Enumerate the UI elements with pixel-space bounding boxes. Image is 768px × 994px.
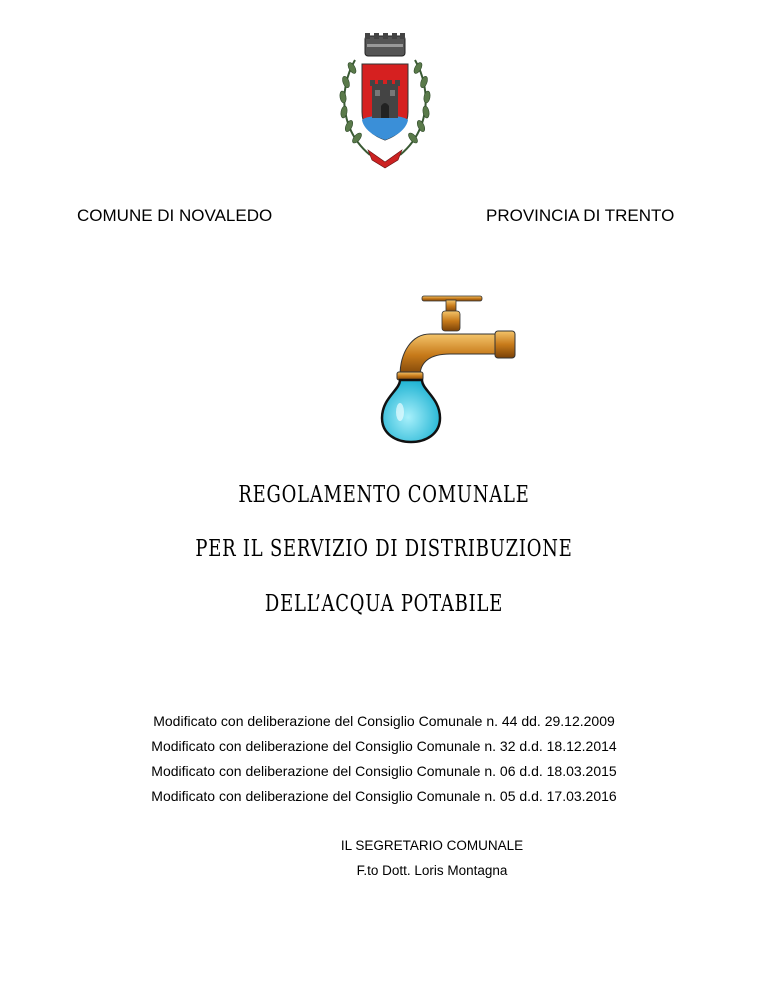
water-tap-icon (370, 294, 520, 444)
signature-role: IL SEGRETARIO COMUNALE (340, 838, 524, 853)
modification-note: Modificato con deliberazione del Consiglio Comunale n. 44 dd. 29.12.2009 (153, 713, 615, 729)
crown-icon (365, 33, 405, 56)
header-provincia: PROVINCIA DI TRENTO (486, 206, 675, 225)
municipal-coat-of-arms-icon (330, 30, 440, 170)
title-line-3: DELL’ACQUA POTABILE (264, 591, 504, 617)
modification-note: Modificato con deliberazione del Consiglio Comunale n. 05 d.d. 17.03.2016 (151, 788, 617, 804)
title-line-2: PER IL SERVIZIO DI DISTRIBUZIONE (195, 536, 573, 562)
title-line-1: REGOLAMENTO COMUNALE (238, 482, 530, 508)
header-comune: COMUNE DI NOVALEDO (77, 206, 273, 225)
modification-note: Modificato con deliberazione del Consiglio Comunale n. 06 d.d. 18.03.2015 (151, 763, 617, 779)
signature-name: F.to Dott. Loris Montagna (356, 863, 508, 878)
shield-icon (362, 64, 408, 140)
modification-note: Modificato con deliberazione del Consiglio Comunale n. 32 d.d. 18.12.2014 (151, 738, 617, 754)
